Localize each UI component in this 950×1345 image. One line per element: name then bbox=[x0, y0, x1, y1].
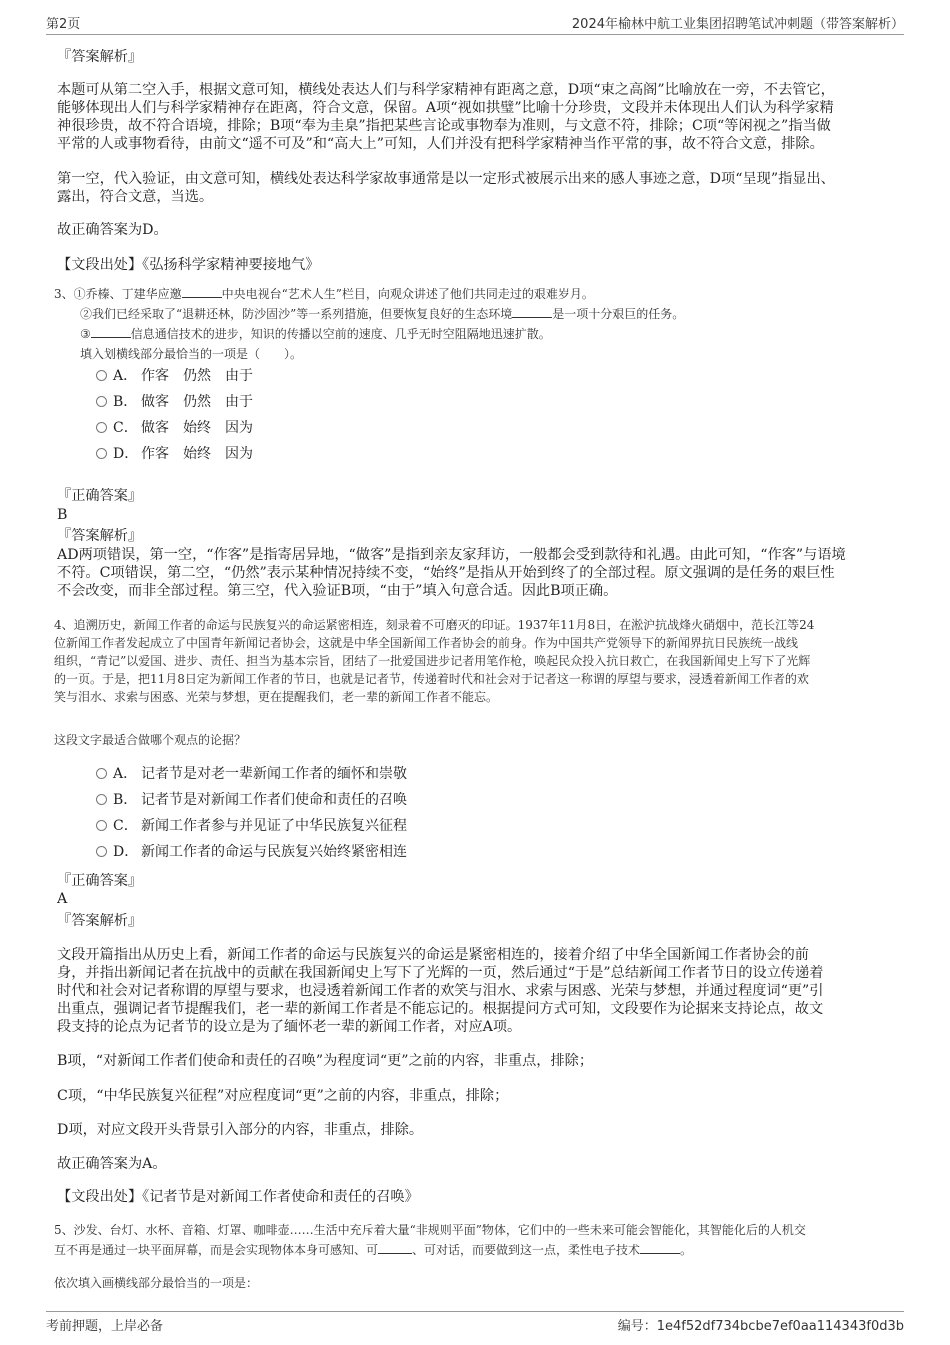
q2-conclusion: 故正确答案为D。 bbox=[57, 222, 168, 238]
fill-blank bbox=[512, 305, 552, 318]
q4-note-d: D项，对应文段开头背景引入部分的内容，非重点，排除。 bbox=[57, 1122, 424, 1138]
text-line: 的一页。于是，把11月8日定为新闻工作者的节日，也就是记者节，传递着时代和社会对于记者这一称谓的厚望与要求，浸透着新闻工作者的欢 bbox=[54, 672, 809, 686]
page-number: 第2页 bbox=[46, 17, 81, 32]
page-header bbox=[46, 12, 904, 35]
text-line: 出重点，强调记者节提醒我们，老一辈的新闻工作者是不能忘记的。根据提问方式可知，文段要作为论据来支持论点，故文 bbox=[57, 1001, 824, 1017]
q4-option-b[interactable]: B． 记者节是对新闻工作者们使命和责任的召唤 bbox=[96, 790, 407, 810]
q5-prompt: 依次填入画横线部分最恰当的一项是： bbox=[54, 1276, 259, 1290]
text-line: 不会改变，而非全部过程。第三空，代入验证B项，“由于”填入句意合适。因此B项正确。 bbox=[57, 583, 618, 599]
text-line: 第一空，代入验证，由文意可知，横线处表达科学家故事通常是以一定形式被展示出来的感人事迹之意，D项“呈现”指显出、 bbox=[57, 171, 835, 187]
text-line: 平常的人或事物看待，由前文“遥不可及”和“高大上”可知，人们并没有把科学家精神当作平常的事，故不符合文意，排除。 bbox=[57, 136, 824, 152]
radio-icon[interactable] bbox=[96, 794, 107, 805]
text-line: 4、追溯历史，新闻工作者的命运与民族复兴的命运紧密相连，刻录着不可磨灭的印证。1937年11月8日，在淞沪抗战烽火硝烟中，范长江等24 bbox=[54, 618, 815, 632]
radio-icon[interactable] bbox=[96, 370, 107, 381]
text-line: 能够体现出人们与科学家精神存在距离，符合文意，保留。A项“视如拱璧”比喻十分珍贵，文段并未体现出人们认为科学家精 bbox=[57, 100, 834, 116]
q4-note-b: B项，“对新闻工作者们使命和责任的召唤”为程度词“更”之前的内容，非重点，排除； bbox=[57, 1053, 594, 1069]
q3-prompt: 填入划横线部分最恰当的一项是（ ）。 bbox=[80, 347, 303, 361]
document-title: 2024年榆林中航工业集团招聘笔试冲刺题（带答案解析） bbox=[571, 17, 904, 32]
q3-line1: 3、①乔榛、丁建华应邀 中央电视台“艺术人生”栏目，向观众讲述了他们共同走过的艰难岁月。 bbox=[54, 287, 594, 301]
q3-answer-label: 『正确答案』 bbox=[57, 488, 143, 504]
fill-blank bbox=[640, 1241, 680, 1254]
footer-slogan: 考前押题，上岸必备 bbox=[46, 1319, 164, 1334]
q3-option-d[interactable]: D． 作客 始终 因为 bbox=[96, 444, 267, 464]
q4-note-c: C项，“中华民族复兴征程”对应程度词“更”之前的内容，非重点，排除； bbox=[57, 1088, 509, 1104]
radio-icon[interactable] bbox=[96, 820, 107, 831]
text-line: AD两项错误，第一空，“作客”是指寄居异地，“做客”是指到亲友家拜访，一般都会受到款待和礼遇。由此可知，“作客”与语境 bbox=[57, 547, 846, 563]
text-line: 文段开篇指出从历史上看，新闻工作者的命运与民族复兴的命运是紧密相连的，接着介绍了中华全国新闻工作者协会的前 bbox=[57, 947, 809, 963]
q4-analysis bbox=[57, 946, 897, 1036]
q2-analysis-para1 bbox=[57, 81, 897, 153]
q3-line2: ②我们已经采取了“退耕还林，防沙固沙”等一系列措施，但要恢复良好的生态环境 是一项十分艰巨的任务。 bbox=[80, 307, 685, 321]
page-footer bbox=[46, 1311, 904, 1342]
radio-icon[interactable] bbox=[96, 768, 107, 779]
q3-line3: ③ 信息通信技术的进步，知识的传播以空前的速度、几乎无时空阻隔地迅速扩散。 bbox=[80, 327, 551, 341]
radio-icon[interactable] bbox=[96, 396, 107, 407]
text-line: 组织，“青记”以爱国、进步、责任、担当为基本宗旨，团结了一批爱国进步记者用笔作枪，唤起民众投入抗日救亡，在我国新闻史上写下了光辉 bbox=[54, 654, 811, 668]
text-line: 不符。C项错误，第二空，“仍然”表示某种情况持续不变，“始终”是指从开始到终了的全部过程。原文强调的是任务的艰巨性 bbox=[57, 565, 835, 581]
text-line: 神很珍贵，故不符合语境，排除；B项“奉为圭臬”指把某些言论或事物奉为准则，与文意不符，排除；C项“等闲视之”指当做 bbox=[57, 118, 831, 134]
fill-blank bbox=[378, 1241, 412, 1254]
q2-analysis-para2 bbox=[57, 170, 897, 206]
q3-analysis-label: 『答案解析』 bbox=[57, 528, 143, 544]
text-line: 身，并指出新闻记者在抗战中的贡献在我国新闻史上写下了光辉的一页，然后通过“于是”总结新闻工作者节日的设立传递着 bbox=[57, 965, 824, 981]
q2-analysis-label: 『答案解析』 bbox=[57, 49, 143, 65]
text-line: 位新闻工作者发起成立了中国青年新闻记者协会，这就是中华全国新闻工作者协会的前身。作为中国共产党领导下的新闻界抗日民族统一战线 bbox=[54, 636, 799, 650]
q4-option-c[interactable]: C． 新闻工作者参与并见证了中华民族复兴征程 bbox=[96, 816, 407, 836]
q4-prompt: 这段文字最适合做哪个观点的论据？ bbox=[54, 733, 247, 747]
q4-option-d[interactable]: D． 新闻工作者的命运与民族复兴始终紧密相连 bbox=[96, 842, 407, 862]
fill-blank bbox=[182, 285, 222, 298]
text-line: 时代和社会对记者称谓的厚望与要求，也浸透着新闻工作者的欢笑与泪水、求索与困惑、光荣与梦想，并通过程度词“更”引 bbox=[57, 983, 824, 999]
text-line: 笑与泪水、求索与困惑、光荣与梦想，更在提醒我们，老一辈的新闻工作者不能忘。 bbox=[54, 690, 499, 704]
q3-option-c[interactable]: C． 做客 始终 因为 bbox=[96, 418, 267, 438]
text-line: 露出，符合文意，当选。 bbox=[57, 189, 214, 205]
q4-passage bbox=[54, 616, 899, 706]
radio-icon[interactable] bbox=[96, 422, 107, 433]
text-line: 段支持的论点为记者节的设立是为了缅怀老一辈的新闻工作者，对应A项。 bbox=[57, 1019, 522, 1035]
fill-blank bbox=[91, 325, 131, 338]
q3-answer: B bbox=[57, 507, 68, 523]
q3-option-b[interactable]: B． 做客 仍然 由于 bbox=[96, 392, 267, 412]
radio-icon[interactable] bbox=[96, 448, 107, 459]
q4-source: 【文段出处】《记者节是对新闻工作者使命和责任的召唤》 bbox=[57, 1189, 419, 1205]
radio-icon[interactable] bbox=[96, 846, 107, 857]
q4-option-a[interactable]: A． 记者节是对老一辈新闻工作者的缅怀和崇敬 bbox=[96, 764, 407, 784]
q4-conclusion: 故正确答案为A。 bbox=[57, 1156, 167, 1172]
q4-answer: A bbox=[57, 891, 68, 907]
q5-line2: 互不再是通过一块平面屏幕，而是会实现物体本身可感知、可 、可对话，而要做到这一点，柔性电子技术 。 bbox=[54, 1243, 693, 1257]
q5-line1: 5、沙发、台灯、水杯、音箱、灯罩、咖啡壶……生活中充斥着大量“非规则平面”物体，它们中的一些未来可能会智能化，其智能化后的人机交 bbox=[54, 1223, 806, 1237]
q3-analysis bbox=[57, 546, 897, 600]
q4-analysis-label: 『答案解析』 bbox=[57, 913, 143, 929]
text-line: 本题可从第二空入手，根据文意可知，横线处表达人们与科学家精神有距离之意，D项“束之高阁”比喻放在一旁，不去管它， bbox=[57, 82, 835, 98]
q4-answer-label: 『正确答案』 bbox=[57, 873, 143, 889]
q2-source: 【文段出处】《弘扬科学家精神要接地气》 bbox=[57, 257, 320, 273]
q3-option-a[interactable]: A． 作客 仍然 由于 bbox=[96, 366, 267, 386]
document-serial: 编号：1e4f52df734bcbe7ef0aa114343f0d3b bbox=[617, 1319, 904, 1334]
